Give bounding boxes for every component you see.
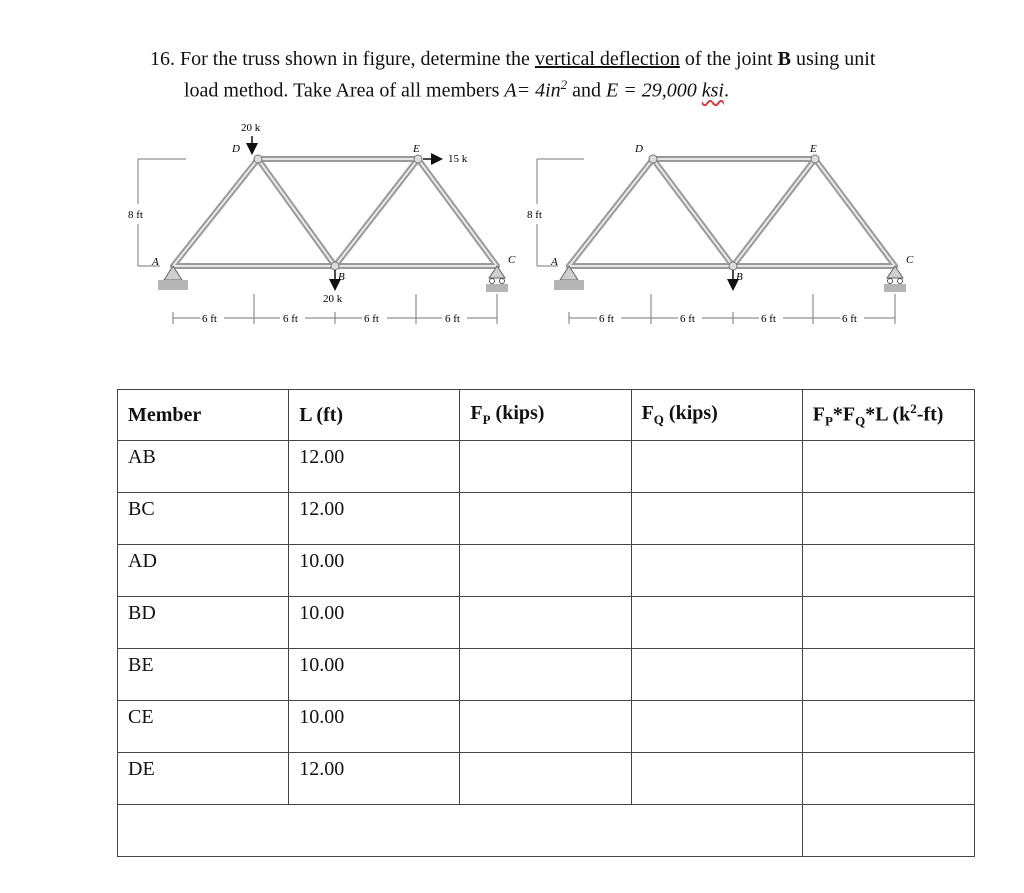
table-total-row xyxy=(118,805,975,857)
table-row xyxy=(118,545,975,597)
table-header-row xyxy=(118,390,975,441)
member-cell: AB xyxy=(118,441,289,493)
fq-cell[interactable] xyxy=(631,493,802,545)
span-label: 6 ft xyxy=(283,313,298,325)
table-row xyxy=(118,597,975,649)
height-dimension-left xyxy=(138,159,186,266)
header-fp: $F_P$ (kips) xyxy=(460,390,631,441)
span-label: 6 ft xyxy=(842,313,857,325)
fp-cell[interactable] xyxy=(460,441,631,493)
fq-cell[interactable] xyxy=(631,701,802,753)
fq-cell[interactable] xyxy=(631,753,802,805)
product-cell[interactable] xyxy=(802,545,974,597)
problem-statement xyxy=(150,46,970,104)
problem-line-2 xyxy=(150,72,970,104)
member-cell: AD xyxy=(118,545,289,597)
total-label-cell xyxy=(118,805,803,857)
problem-line-1 xyxy=(150,46,970,72)
joint-label-a: A xyxy=(152,256,159,268)
length-cell: 10.00 xyxy=(289,545,460,597)
fp-cell[interactable] xyxy=(460,493,631,545)
joint-label-b: B xyxy=(338,271,345,283)
length-cell: 12.00 xyxy=(289,753,460,805)
total-cell[interactable] xyxy=(802,805,974,857)
length-cell: 10.00 xyxy=(289,701,460,753)
header-fq: $F_Q$ (kips) xyxy=(631,390,802,441)
truss-figure xyxy=(100,112,940,342)
length-cell: 12.00 xyxy=(289,441,460,493)
product-cell[interactable] xyxy=(802,597,974,649)
joint-label-a: A xyxy=(551,256,558,268)
table-row xyxy=(118,441,975,493)
problem-number: 16. xyxy=(150,48,175,70)
fq-cell[interactable] xyxy=(631,597,802,649)
table-row xyxy=(118,753,975,805)
product-cell[interactable] xyxy=(802,649,974,701)
member-cell: DE xyxy=(118,753,289,805)
joint-label-e: E xyxy=(413,143,420,155)
fq-cell[interactable] xyxy=(631,649,802,701)
joint-label-d: D xyxy=(232,143,240,155)
right-truss-members xyxy=(569,159,895,266)
problem-text: For the truss shown in figure, determine the xyxy=(175,48,535,70)
right-truss xyxy=(527,143,914,325)
left-truss-members xyxy=(173,159,497,266)
member-force-table xyxy=(117,389,975,857)
member-cell: BD xyxy=(118,597,289,649)
fp-cell[interactable] xyxy=(460,597,631,649)
problem-text: . xyxy=(723,79,729,102)
problem-text: and xyxy=(567,79,607,102)
pin-support-a xyxy=(554,266,584,290)
fp-cell[interactable] xyxy=(460,649,631,701)
load-label-b: 20 k xyxy=(323,293,343,305)
joint-label-c: C xyxy=(906,254,914,266)
span-label: 6 ft xyxy=(599,313,614,325)
height-label-right: 8 ft xyxy=(527,209,542,221)
modulus-value: E = 29,000 xyxy=(606,79,702,102)
load-label-d: 20 k xyxy=(241,122,261,134)
area-value: A= 4in xyxy=(504,79,561,102)
table-row xyxy=(118,493,975,545)
joint-label-d: D xyxy=(635,143,643,155)
roller-support-c xyxy=(884,266,906,292)
product-cell[interactable] xyxy=(802,441,974,493)
joint-label-e: E xyxy=(810,143,817,155)
load-label-e: 15 k xyxy=(448,153,468,165)
table-row xyxy=(118,701,975,753)
height-dimension-right xyxy=(537,159,584,266)
problem-text: load method. Take Area of all members xyxy=(184,79,505,102)
table-row xyxy=(118,649,975,701)
span-label: 6 ft xyxy=(364,313,379,325)
problem-text: using unit xyxy=(790,48,876,70)
fp-cell[interactable] xyxy=(460,545,631,597)
member-cell: CE xyxy=(118,701,289,753)
fp-cell[interactable] xyxy=(460,701,631,753)
fq-cell[interactable] xyxy=(631,545,802,597)
header-member: Member xyxy=(118,390,289,441)
fp-cell[interactable] xyxy=(460,753,631,805)
problem-text: of the joint xyxy=(679,48,778,70)
roller-support-c xyxy=(486,266,508,292)
joint-label-c: C xyxy=(508,254,516,266)
span-label: 6 ft xyxy=(445,313,460,325)
joint-label-b: B xyxy=(736,271,743,283)
fq-cell[interactable] xyxy=(631,441,802,493)
product-cell[interactable] xyxy=(802,753,974,805)
length-cell: 10.00 xyxy=(289,649,460,701)
area-exponent: 2 xyxy=(560,77,568,92)
problem-emphasis: vertical deflection xyxy=(534,48,680,70)
product-cell[interactable] xyxy=(802,701,974,753)
length-cell: 10.00 xyxy=(289,597,460,649)
height-label-left: 8 ft xyxy=(128,209,143,221)
member-cell: BE xyxy=(118,649,289,701)
pin-support-a xyxy=(158,266,188,290)
joint-b-label: B xyxy=(777,48,791,70)
header-length: L (ft) xyxy=(289,390,460,441)
member-cell: BC xyxy=(118,493,289,545)
truss-diagrams xyxy=(100,112,940,337)
header-product: $F_P*F_Q*L$ $(k^2-ft)$ xyxy=(802,390,974,441)
product-cell[interactable] xyxy=(802,493,974,545)
left-truss xyxy=(128,122,516,325)
span-label: 6 ft xyxy=(761,313,776,325)
modulus-unit: ksi xyxy=(701,79,724,102)
length-cell: 12.00 xyxy=(289,493,460,545)
span-label: 6 ft xyxy=(680,313,695,325)
span-label: 6 ft xyxy=(202,313,217,325)
